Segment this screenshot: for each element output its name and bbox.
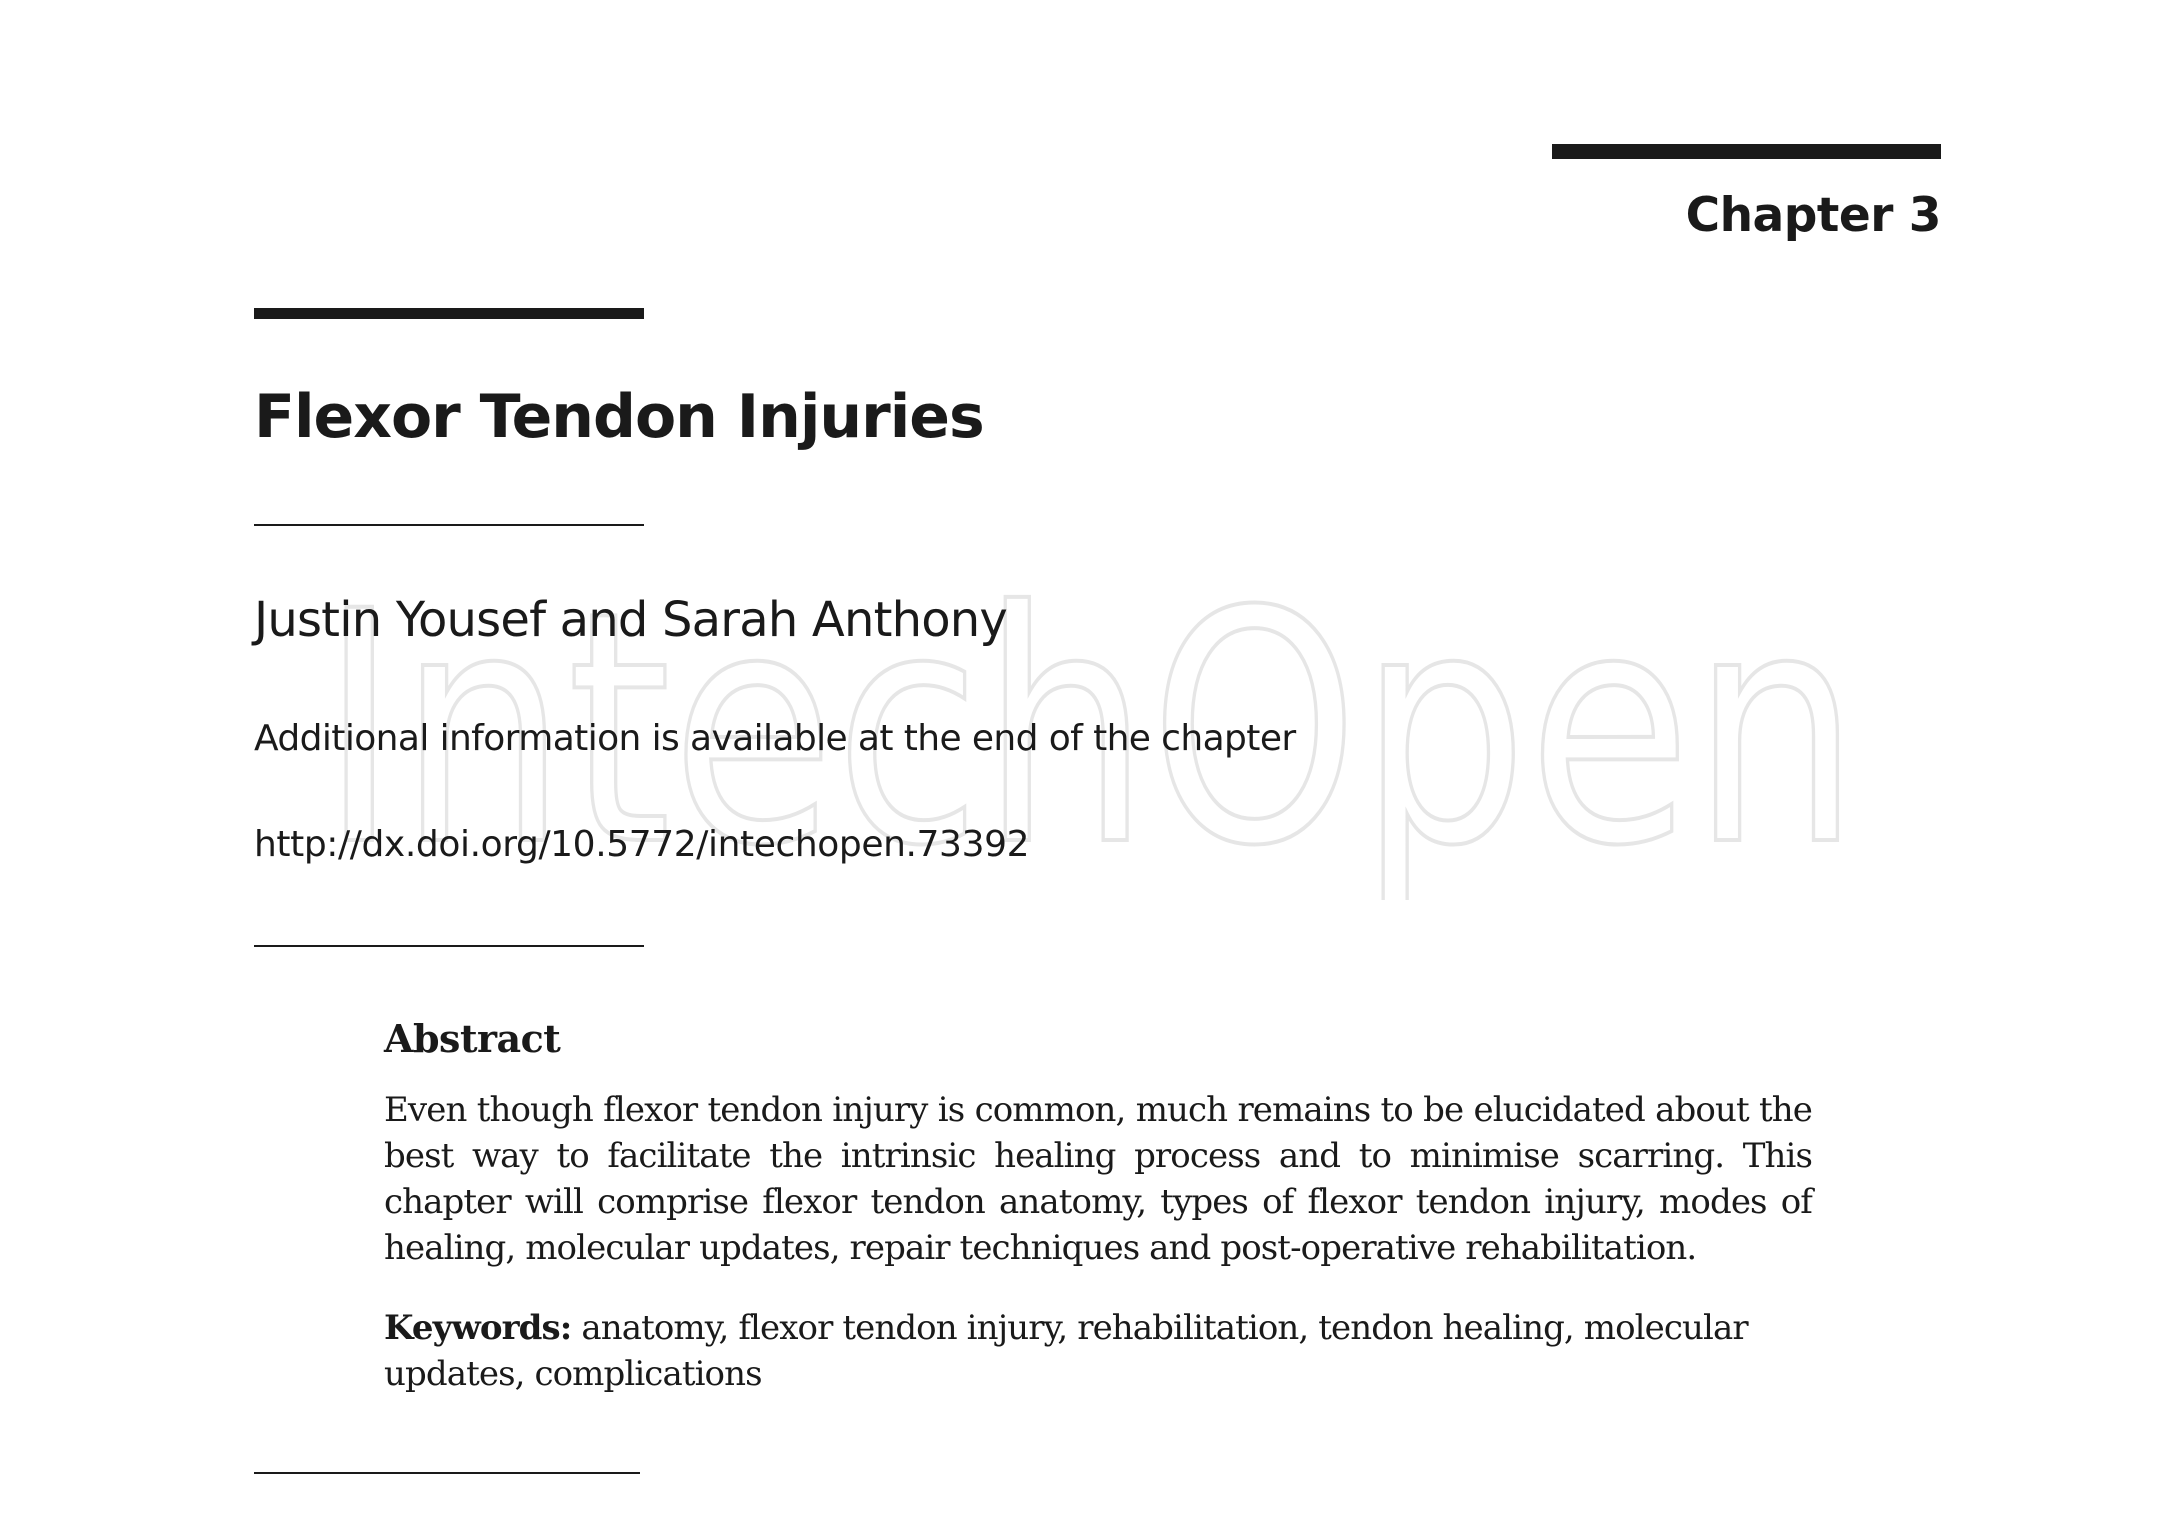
divider-after-title (254, 524, 644, 526)
additional-info: Additional information is available at the end of the chapter (254, 718, 1296, 759)
chapter-rule (1552, 144, 1941, 159)
authors: Justin Yousef and Sarah Anthony (254, 592, 1008, 648)
abstract-body: Even though flexor tendon injury is common, much remains to be elucidated about the best way to facilitate the intrinsic healing process and to minimise scarring. This chapter will comprise flexor tendon anatomy, types of flexor tendon injury, modes of healing, molecular updates, repair techniques and post-operative rehabilitation. (384, 1090, 1812, 1268)
keywords (384, 1305, 1812, 1397)
doi-link[interactable]: http://dx.doi.org/10.5772/intechopen.73392 (254, 824, 1030, 865)
keywords-list: anatomy, flexor tendon injury, rehabilitation, tendon healing, molecular updates, complications (384, 1308, 1748, 1394)
keywords-label: Keywords: (384, 1308, 572, 1348)
watermark-text: IntechOpen (320, 560, 1860, 900)
divider-before-abstract (254, 945, 644, 947)
chapter-label: Chapter 3 (1685, 188, 1941, 243)
title-rule (254, 308, 644, 319)
page-title: Flexor Tendon Injuries (254, 382, 984, 452)
abstract-section (384, 1016, 1812, 1397)
divider-after-abstract (254, 1472, 640, 1474)
abstract-heading: Abstract (384, 1016, 561, 1061)
